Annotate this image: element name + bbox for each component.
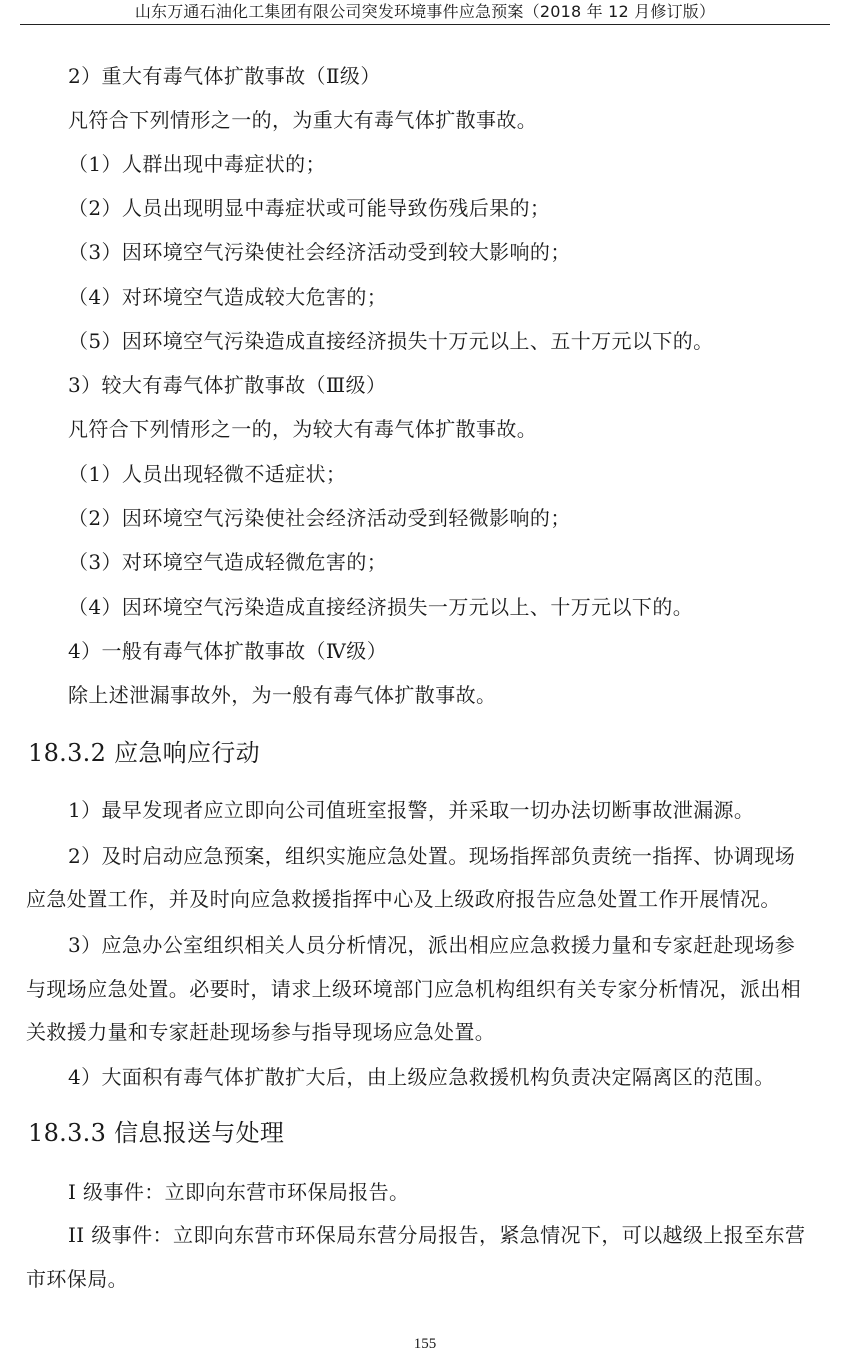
list-item: （3）因环境空气污染使社会经济活动受到较大影响的； [68, 240, 571, 264]
paragraph: 4）大面积有毒气体扩散扩大后，由上级应急救援机构负责决定隔离区的范围。 [68, 1065, 775, 1089]
list-item: （5）因环境空气污染造成直接经济损失十万元以上、五十万元以下的。 [68, 329, 714, 353]
paragraph: 凡符合下列情形之一的，为较大有毒气体扩散事故。 [68, 417, 538, 441]
paragraph-continuation: 市环保局。 [26, 1267, 128, 1291]
paragraph-continuation: 与现场应急处置。必要时，请求上级环境部门应急机构组织有关专家分析情况，派出相 [26, 977, 802, 1001]
paragraph: 2）及时启动应急预案，组织实施应急处置。现场指挥部负责统一指挥、协调现场 [68, 844, 796, 868]
running-header: 山东万通石油化工集团有限公司突发环境事件应急预案（2018 年 12 月修订版） [134, 2, 716, 21]
paragraph: 1）最早发现者应立即向公司值班室报警，并采取一切办法切断事故泄漏源。 [68, 798, 755, 822]
section-heading-18-3-3: 18.3.3 信息报送与处理 [28, 1119, 285, 1147]
list-item: （1）人群出现中毒症状的； [68, 152, 326, 176]
subsection-title-level-4: 4）一般有毒气体扩散事故（Ⅳ级） [68, 639, 388, 663]
paragraph: 凡符合下列情形之一的，为重大有毒气体扩散事故。 [68, 108, 538, 132]
paragraph-continuation: 关救援力量和专家赶赴现场参与指导现场应急处置。 [26, 1020, 496, 1044]
list-item: （2）因环境空气污染使社会经济活动受到轻微影响的； [68, 506, 571, 530]
subsection-title-level-2: 2）重大有毒气体扩散事故（Ⅱ级） [68, 64, 381, 88]
paragraph: II 级事件：立即向东营市环保局东营分局报告，紧急情况下，可以越级上报至东营 [68, 1223, 806, 1247]
section-heading-18-3-2: 18.3.2 应急响应行动 [28, 739, 260, 767]
paragraph-continuation: 应急处置工作，并及时向应急救援指挥中心及上级政府报告应急处置工作开展情况。 [26, 887, 781, 911]
list-item: （2）人员出现明显中毒症状或可能导致伤残后果的； [68, 196, 551, 220]
header-rule [20, 24, 830, 25]
list-item: （1）人员出现轻微不适症状； [68, 462, 347, 486]
page-number: 155 [413, 1336, 437, 1352]
paragraph: 除上述泄漏事故外，为一般有毒气体扩散事故。 [68, 683, 497, 707]
list-item: （3）对环境空气造成轻微危害的； [68, 550, 388, 574]
paragraph: I 级事件：立即向东营市环保局报告。 [68, 1180, 410, 1204]
paragraph: 3）应急办公室组织相关人员分析情况，派出相应应急救援力量和专家赶赴现场参 [68, 933, 796, 957]
list-item: （4）对环境空气造成较大危害的； [68, 285, 388, 309]
subsection-title-level-3: 3）较大有毒气体扩散事故（Ⅲ级） [68, 373, 387, 397]
list-item: （4）因环境空气污染造成直接经济损失一万元以上、十万元以下的。 [68, 595, 694, 619]
